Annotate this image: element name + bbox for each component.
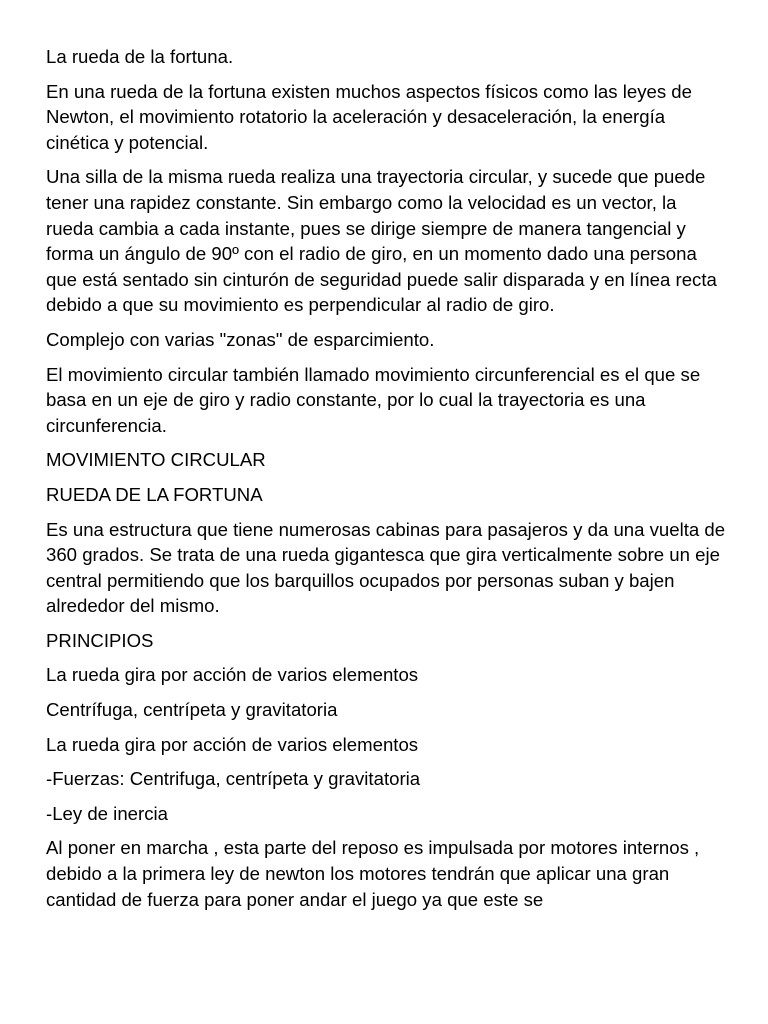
paragraph-wheel-rotation-1: La rueda gira por acción de varios elementos bbox=[46, 664, 419, 686]
paragraph-motors: Al poner en marcha , esta parte del reposo es impulsada por motores internos , debido a la primera ley de newton los motores tendrán que aplicar una gran cantidad de fuerza para poner andar el juego ya que este se bbox=[46, 837, 700, 910]
paragraph-structure-description: Es una estructura que tiene numerosas cabinas para pasajeros y da una vuelta de 360 grados. Se trata de una rueda gigantesca que gira verticalmente sobre un eje central permitiendo que los barquillos ocupados por personas suban y bajen alrededor del mismo. bbox=[46, 518, 726, 617]
heading-principios: PRINCIPIOS bbox=[46, 629, 154, 651]
paragraph-circular-trajectory: Una silla de la misma rueda realiza una trayectoria circular, y sucede que puede tener una rapidez constante. Sin embargo como la velocidad es un vector, la rueda cambia a cada instante, pues se dirige siempre de manera tangencial y forma un ángulo de 90º con el radio de giro, en un momento dado una persona que está sentado sin cinturón de seguridad puede salir disparada y en línea recta debido a que su movimiento es perpendicular al radio de giro. bbox=[46, 166, 717, 316]
list-item-inertia-law: -Ley de inercia bbox=[46, 802, 168, 824]
paragraph-circular-motion-definition: El movimiento circular también llamado movimiento circunferencial es el que se basa en un eje de giro y radio constante, por lo cual la trayectoria es una circunferencia. bbox=[46, 363, 701, 436]
paragraph-forces-list: Centrífuga, centrípeta y gravitatoria bbox=[46, 699, 338, 721]
list-item-forces: -Fuerzas: Centrifuga, centrípeta y gravitatoria bbox=[46, 768, 421, 790]
heading-movimiento-circular: MOVIMIENTO CIRCULAR bbox=[46, 449, 266, 471]
paragraph-wheel-rotation-2: La rueda gira por acción de varios elementos bbox=[46, 733, 419, 755]
paragraph-physics-aspects: En una rueda de la fortuna existen muchos aspectos físicos como las leyes de Newton, el movimiento rotatorio la aceleración y desaceleración, la energía cinética y potencial. bbox=[46, 80, 692, 153]
paragraph-complex-zones: Complejo con varias "zonas" de esparcimiento. bbox=[46, 328, 435, 350]
heading-rueda-de-la-fortuna: RUEDA DE LA FORTUNA bbox=[46, 483, 263, 505]
document-title: La rueda de la fortuna. bbox=[46, 46, 234, 67]
